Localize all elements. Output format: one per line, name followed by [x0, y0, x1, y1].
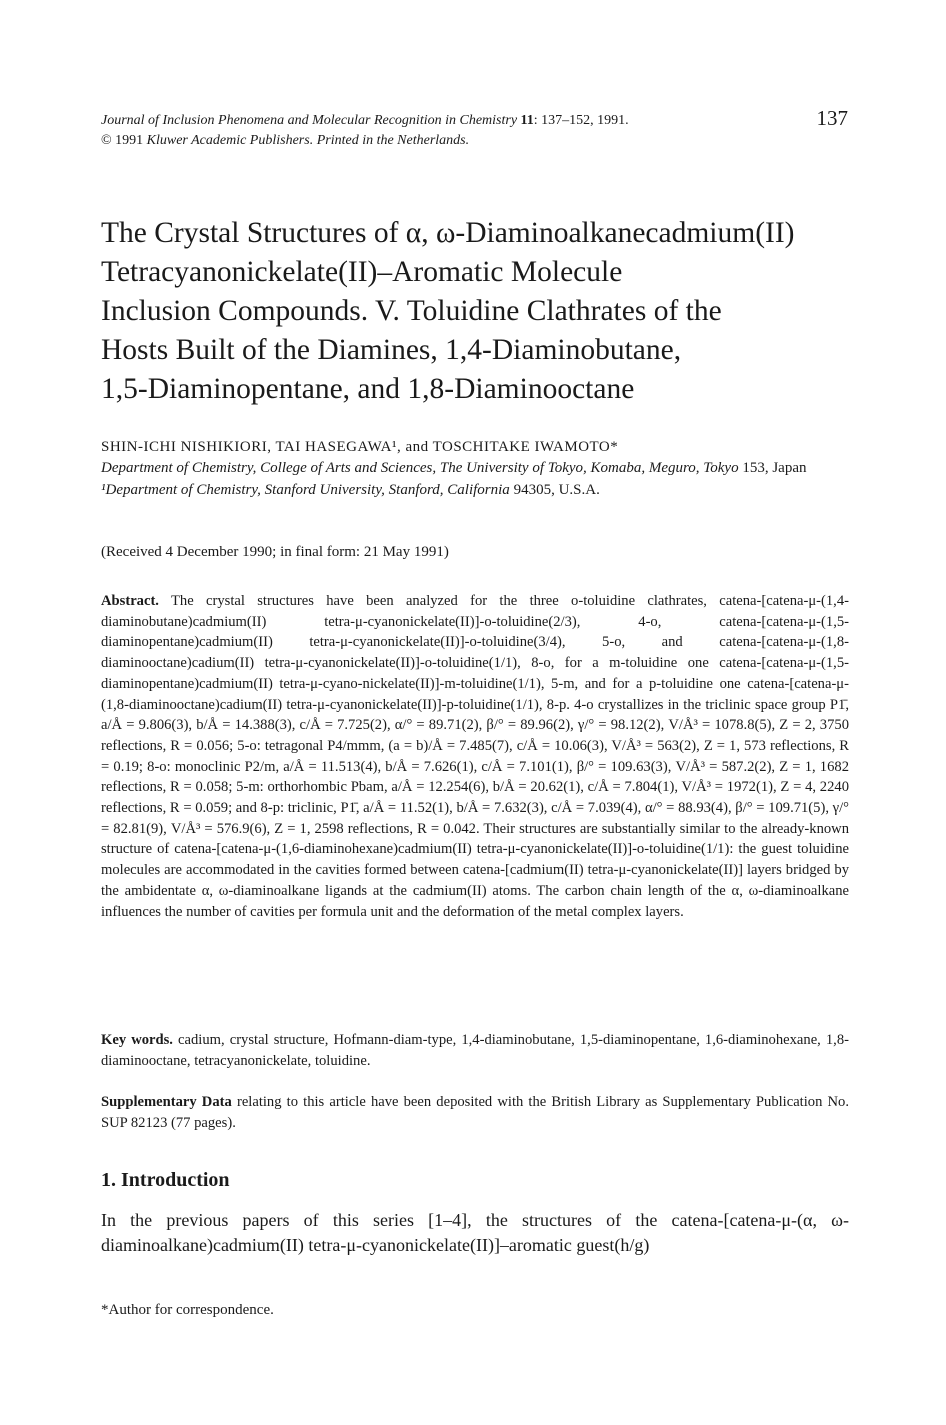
received-dates: (Received 4 December 1990; in final form: 21 May 1991)	[101, 544, 449, 560]
supplementary-data	[101, 1092, 849, 1133]
title-line: 1,5-Diaminopentane, and 1,8-Diaminooctane	[101, 373, 635, 405]
journal-volume: 11	[520, 113, 534, 128]
keywords-text: cadium, crystal structure, Hofmann-diam-type, 1,4-diaminobutane, 1,5-diaminopentane, 1,6-diaminohexane, 1,8-diaminooctane, tetracyanonickelate, toluidine.	[101, 1032, 849, 1069]
affiliation-stanford-postal: 94305, U.S.A.	[513, 481, 600, 498]
affiliation-tokyo: Department of Chemistry, College of Arts and Sciences, The University of Tokyo, Komaba, Meguro, Tokyo	[101, 460, 739, 476]
journal-pages: : 137–152, 1991.	[533, 113, 629, 128]
keywords-label: Key words.	[101, 1032, 173, 1048]
section-heading: 1. Introduction	[101, 1169, 230, 1191]
footnote: *Author for correspondence.	[101, 1302, 274, 1318]
abstract	[101, 591, 849, 922]
affiliation-stanford: ¹Department of Chemistry, Stanford University, Stanford, California	[101, 481, 510, 498]
abstract-text: The crystal structures have been analyzed for the three o-toluidine clathrates, catena-[catena-μ-(1,4-diaminobutane)cadmium(II) tetra-μ-cyanonickelate(II)]-o-toluidine(2/3), 4-o, catena-[catena-μ-(1,5-diaminopentane)cadmium(II) tetra-μ-cyanonickelate(II)]-o-toluidine(3/4), 5-o, and catena-[catena-μ-(1,8-diaminooctane)cadium(II) tetra-μ-cyanonickelate(II)]-o-toluidine(1/1), 8-o, for a m-toluidine one catena-[catena-μ-(1,5-diaminopentane)cadmium(II) tetra-μ-cyano-nickelate(II)]-m-toluidine(1/1), 5-m, and for a p-toluidine one catena-[catena-μ-(1,8-diaminooctane)cadium(II) tetra-μ-cyanonickelate(II)]-p-toluidine(1/1), 8-p. 4-o crystallizes in the triclinic space group P1̄, a/Å = 9.806(3), b/Å = 14.388(3), c/Å = 7.725(2), α/° = 89.71(2), β/° = 89.96(2), γ/° = 98.12(2), V/Å³ = 1078.8(5), Z = 2, 3750 reflections, R = 0.056; 5-o: tetragonal P4/mmm, (a = b)/Å = 7.485(7), c/Å = 10.06(3), V/Å³ = 563(2), Z = 1, 573 reflections, R = 0.19; 8-o: monoclinic P2/m, a/Å = 11.513(4), b/Å = 7.626(1), c/Å = 7.101(1), β/° = 109.63(3), V/Å³ = 587.2(2), Z = 1, 1682 reflections, R = 0.058; 5-m: orthorhombic Pbam, a/Å = 12.254(6), b/Å = 20.62(1), c/Å = 7.804(1), V/Å³ = 1972(1), Z = 4, 2240 reflections, R = 0.059; and 8-p: triclinic, P1̄, a/Å = 11.52(1), b/Å = 7.632(3), c/Å = 7.039(4), α/° = 88.93(4), β/° = 109.71(5), γ/° = 82.81(9), V/Å³ = 576.9(6), Z = 1, 2598 reflections, R = 0.042. Their structures are substantially similar to the already-known structure of catena-[catena-μ-(1,6-diaminohexane)cadmium(II) tetra-μ-cyanonickelate(II)]-o-toluidine(1/1): the guest toluidine molecules are accommodated in the cavities formed between catena-[cadmium(II) tetra-μ-cyanonickelate(II)] layers bridged by the ambidentate α, ω-diaminoalkane ligands at the cadmium(II) atoms. The carbon chain length of the α, ω-diaminoalkane influences the number of cavities per formula unit and the deformation of the metal complex layers.	[101, 593, 849, 920]
affiliation-tokyo-postal: 153, Japan	[742, 460, 807, 476]
author-list: SHIN-ICHI NISHIKIORI, TAI HASEGAWA¹, and TOSCHITAKE IWAMOTO*	[101, 439, 619, 455]
supp-text: relating to this article have been deposited with the British Library as Supplementary Publication No. SUP 82123 (77 pages).	[101, 1094, 850, 1131]
title-line: Tetracyanonickelate(II)–Aromatic Molecule	[101, 256, 623, 288]
journal-header	[101, 111, 741, 151]
copyright: © 1991	[101, 133, 144, 148]
page-number: 137	[816, 106, 848, 130]
title-line: Inclusion Compounds. V. Toluidine Clathrates of the	[101, 295, 722, 327]
journal-name: Journal of Inclusion Phenomena and Molecular Recognition in Chemistry	[101, 113, 518, 128]
publisher: Kluwer Academic Publishers. Printed in the Netherlands.	[146, 133, 470, 148]
paper-title	[101, 214, 861, 409]
intro-paragraph: In the previous papers of this series [1–4], the structures of the catena-[catena-μ-(α, ω-diaminoalkane)cadmium(II) tetra-μ-cyanonickelate(II)]–aromatic guest(h/g)	[101, 1210, 849, 1255]
abstract-label: Abstract.	[101, 593, 159, 609]
title-line: Hosts Built of the Diamines, 1,4-Diaminobutane,	[101, 334, 682, 366]
title-line: The Crystal Structures of α, ω-Diaminoalkanecadmium(II)	[101, 217, 795, 249]
affiliations	[101, 458, 849, 501]
supp-label: Supplementary Data	[101, 1094, 232, 1110]
keywords	[101, 1030, 849, 1071]
